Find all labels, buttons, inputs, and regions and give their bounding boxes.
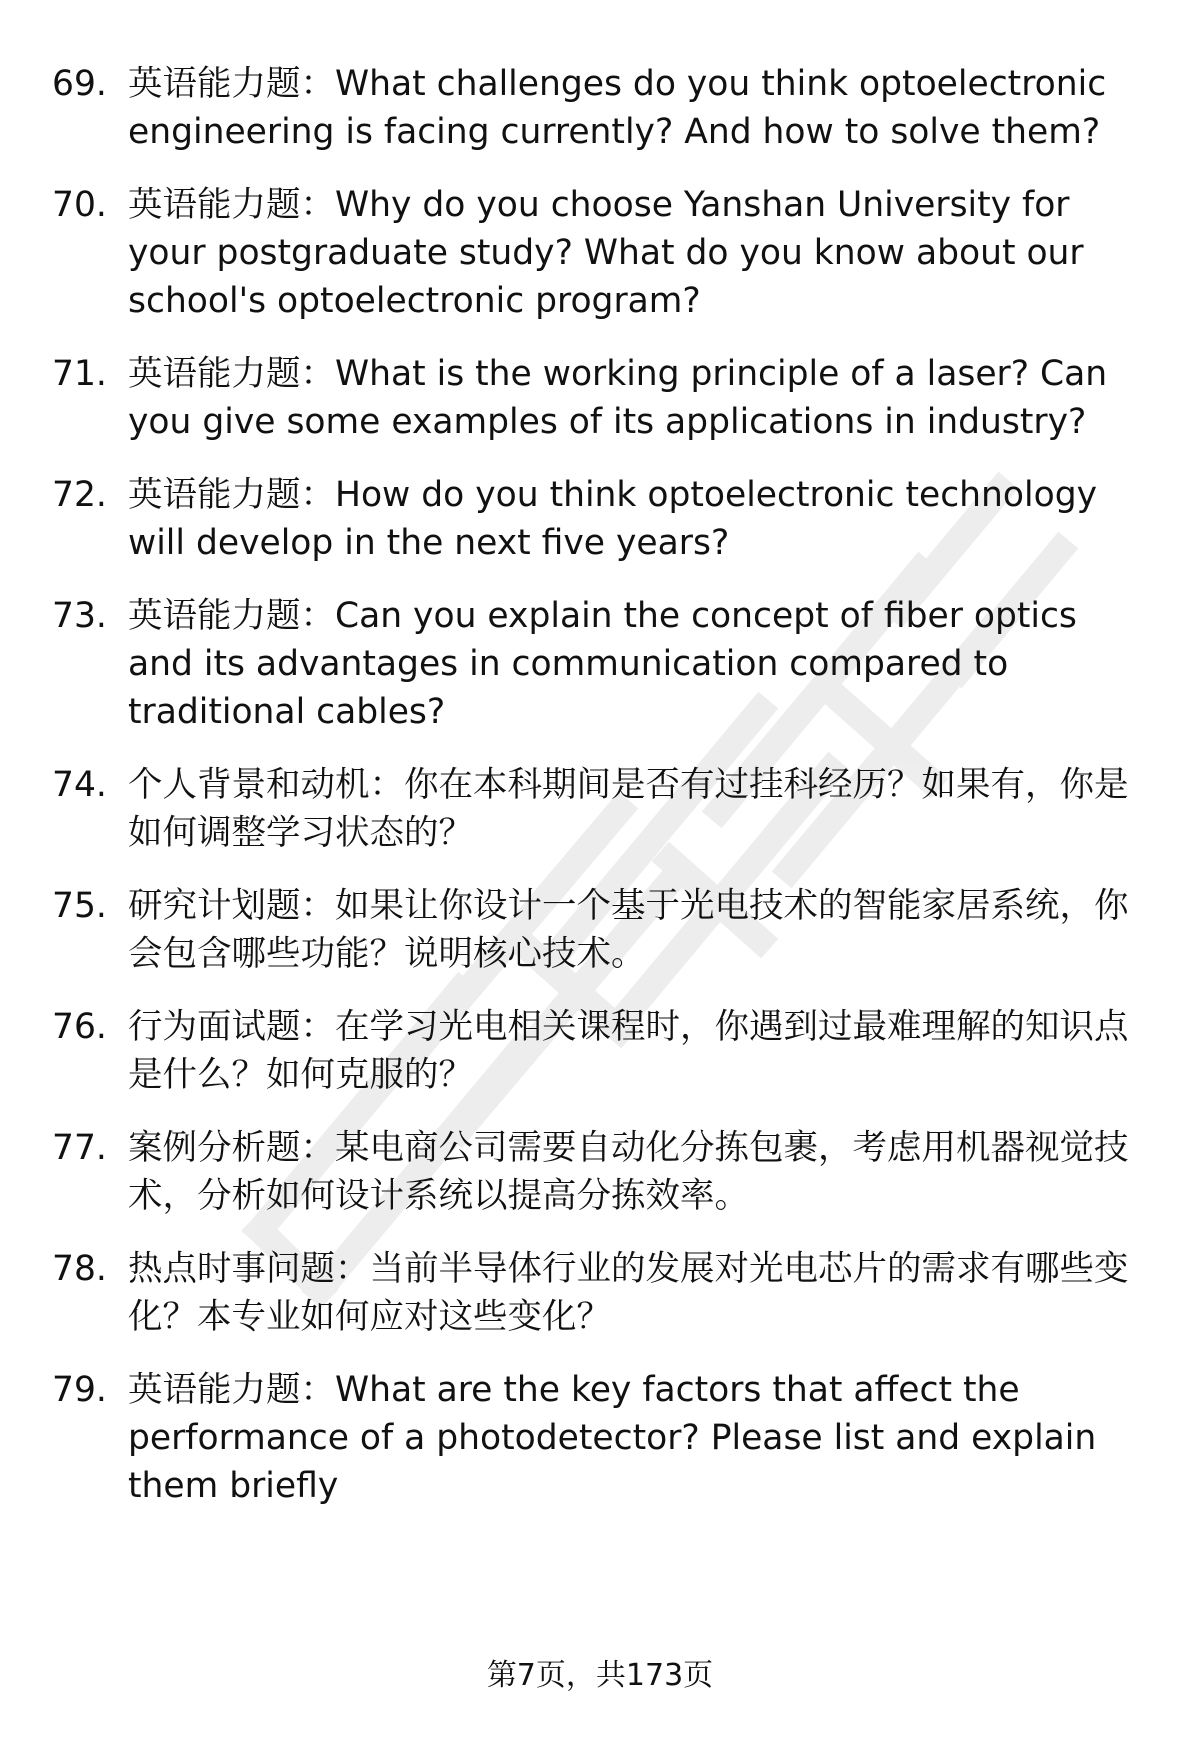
question-number: 71.: [52, 354, 107, 394]
question-number: 74.: [52, 765, 107, 805]
question-list: [52, 60, 1152, 1510]
page-footer: [0, 1656, 1200, 1696]
question-number: 75.: [52, 886, 107, 926]
question-text: 英语能力题：What are the key factors that affect the performance of a photodetector? Please list and explain them briefly: [128, 1370, 1097, 1506]
question-item: [52, 1245, 1152, 1341]
question-text: 研究计划题：如果让你设计一个基于光电技术的智能家居系统，你会包含哪些功能？说明核心技术。: [128, 886, 1129, 974]
page-number-label: 第7页，共173页: [486, 1658, 714, 1693]
question-item: [52, 882, 1152, 978]
question-number: 78.: [52, 1249, 107, 1289]
question-item: [52, 1124, 1152, 1220]
question-item: [52, 181, 1152, 325]
question-number: 72.: [52, 475, 107, 515]
question-number: 79.: [52, 1370, 107, 1410]
question-text: 英语能力题：What is the working principle of a laser? Can you give some examples of its applications in industry?: [128, 354, 1108, 442]
question-text: 个人背景和动机：你在本科期间是否有过挂科经历？如果有，你是如何调整学习状态的？: [128, 765, 1129, 853]
question-number: 73.: [52, 596, 107, 636]
question-text: 行为面试题：在学习光电相关课程时，你遇到过最难理解的知识点是什么？如何克服的？: [128, 1007, 1129, 1095]
question-text: 英语能力题：What challenges do you think optoelectronic engineering is facing currently? And how to solve them?: [128, 64, 1107, 152]
question-item: [52, 350, 1152, 446]
question-item: [52, 592, 1152, 736]
question-text: 英语能力题：How do you think optoelectronic technology will develop in the next five years?: [128, 475, 1098, 563]
question-item: [52, 1003, 1152, 1099]
question-number: 69.: [52, 64, 107, 104]
question-text: 案例分析题：某电商公司需要自动化分拣包裹，考虑用机器视觉技术，分析如何设计系统以提高分拣效率。: [128, 1128, 1129, 1216]
question-item: [52, 60, 1152, 156]
question-item: [52, 471, 1152, 567]
question-text: 英语能力题：Why do you choose Yanshan University for your postgraduate study? What do you know about our school's optoelectronic program?: [128, 185, 1084, 321]
question-number: 70.: [52, 185, 107, 225]
question-text: 热点时事问题：当前半导体行业的发展对光电芯片的需求有哪些变化？本专业如何应对这些变化？: [128, 1249, 1129, 1337]
question-number: 76.: [52, 1007, 107, 1047]
question-text: 英语能力题：Can you explain the concept of fiber optics and its advantages in communication compared to traditional cables?: [128, 596, 1077, 732]
question-number: 77.: [52, 1128, 107, 1168]
question-item: [52, 761, 1152, 857]
question-item: [52, 1366, 1152, 1510]
